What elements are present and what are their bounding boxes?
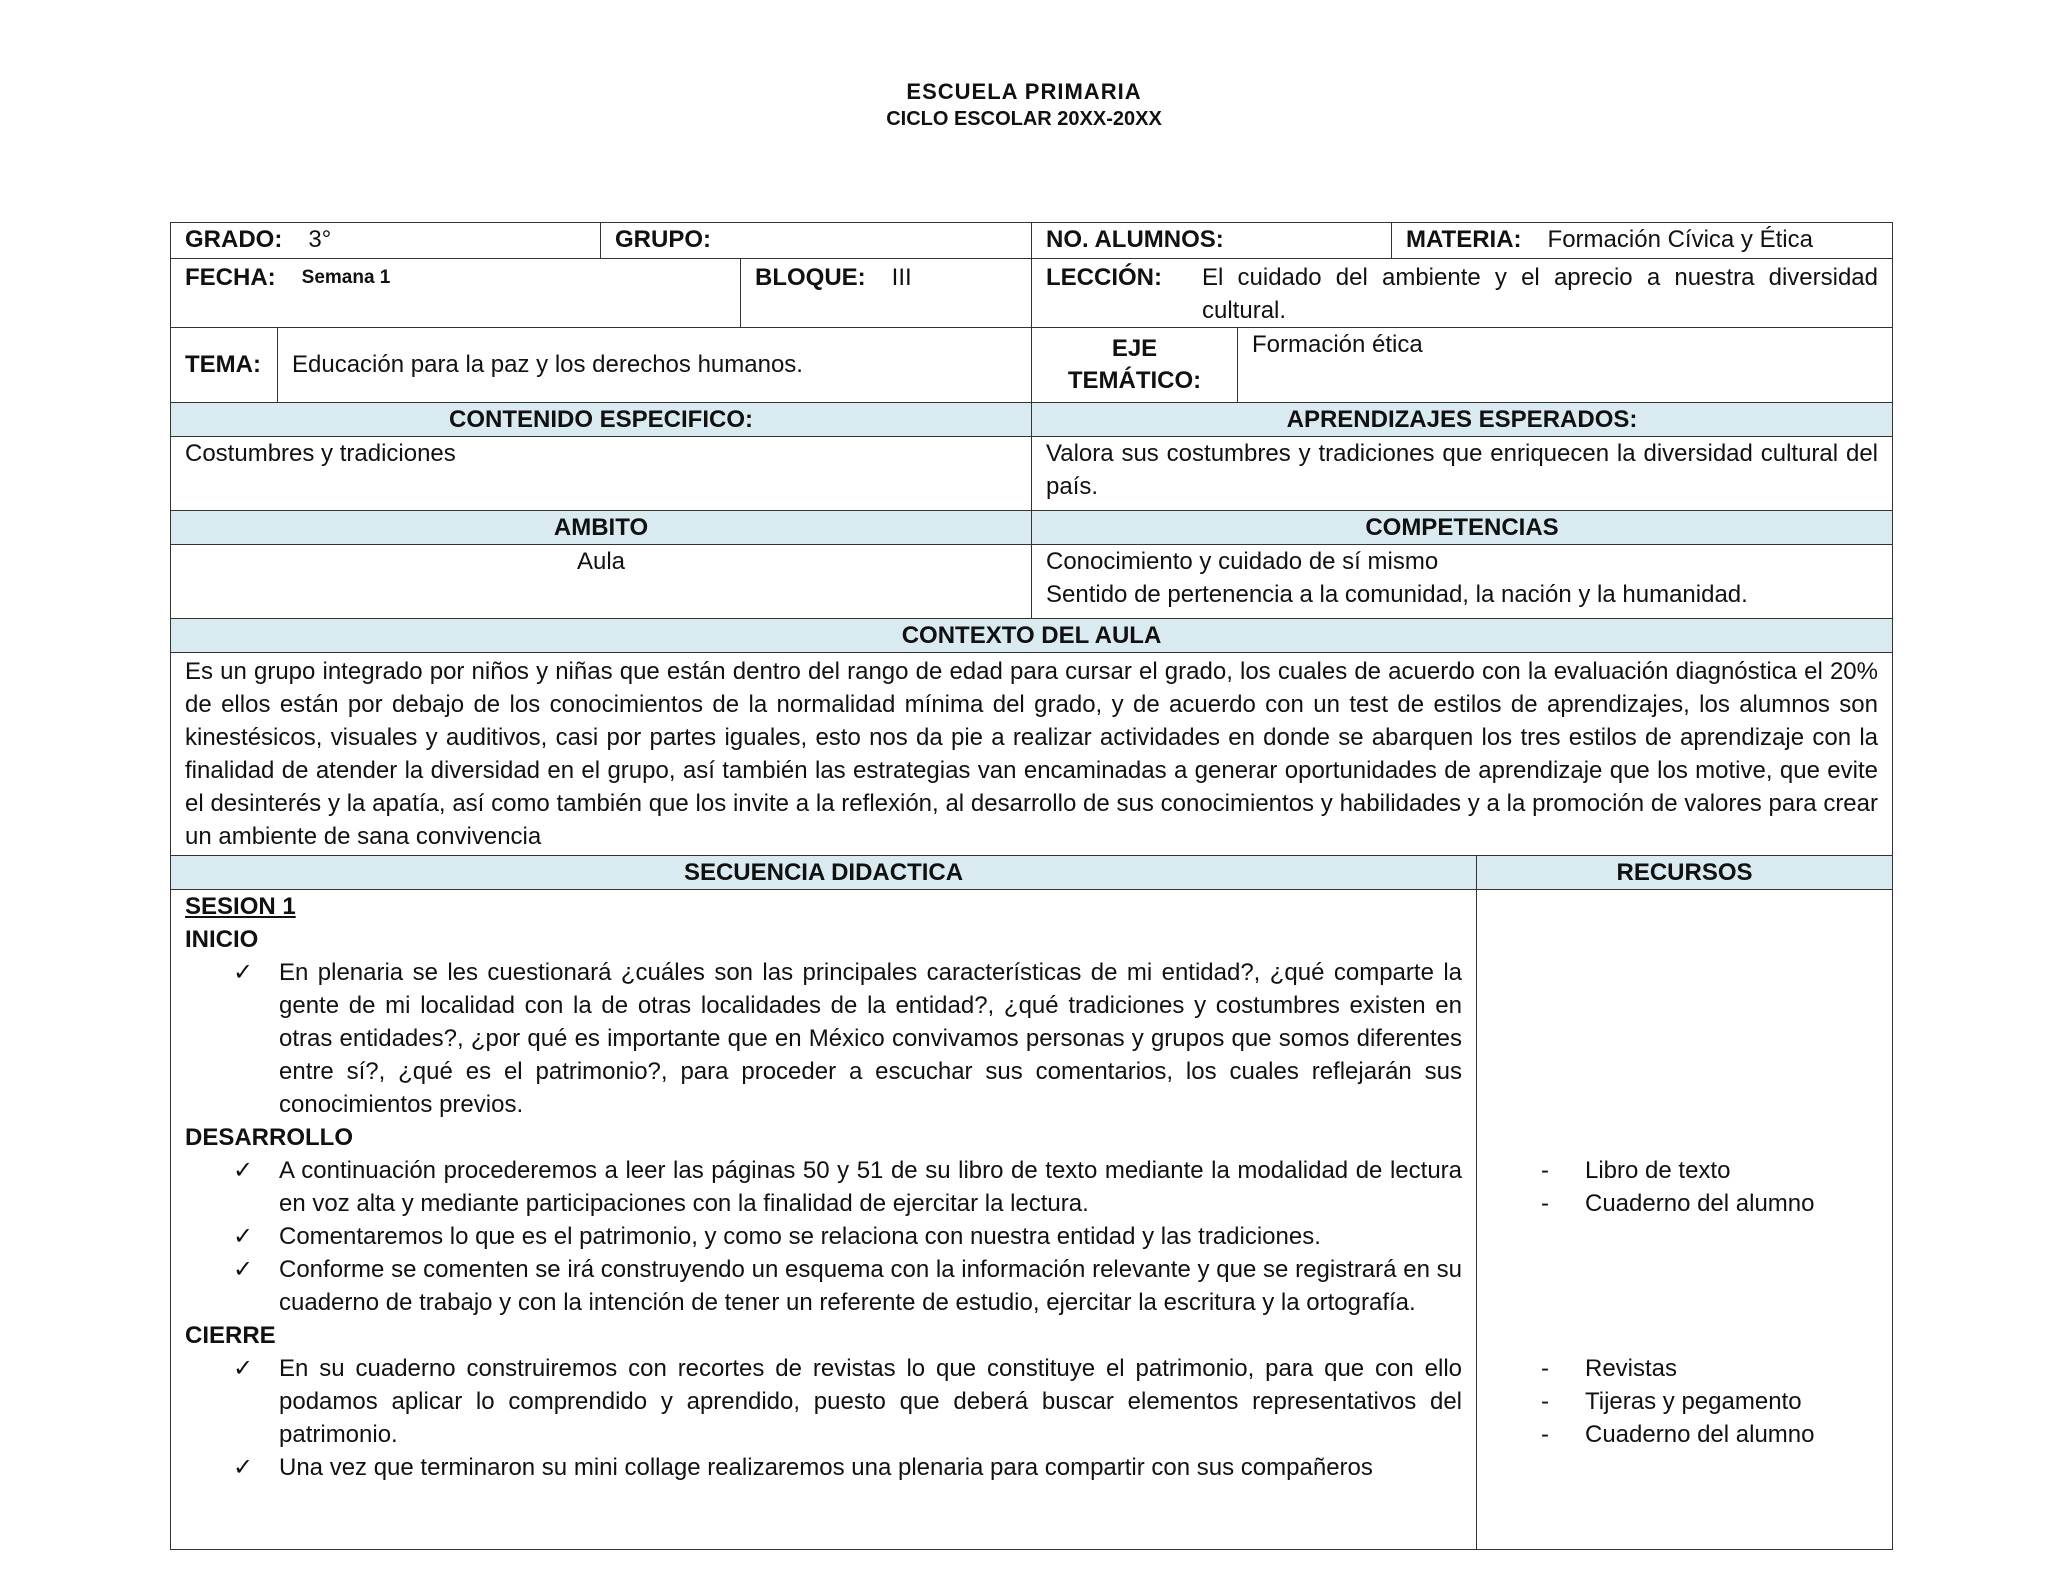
sesion-title: SESION 1 [185,892,296,920]
inicio-title: INICIO [185,925,259,953]
list-item: ✓ Una vez que terminaron su mini collage realizaremos una plenaria para compartir con sus compañeros [279,1451,1462,1484]
bloque-value: III [891,264,912,291]
list-item: - Tijeras y pegamento [1541,1387,1802,1415]
inicio-list [185,956,1462,1121]
list-item: ✓ En plenaria se les cuestionará ¿cuáles son las principales características de mi entidad?, ¿qué comparte la gente de mi localidad con la de otras localidades de la entidad?, ¿qué tradiciones y costumbres existen en otras entidades?, ¿por qué es importante que en México convivamos personas y grupos que somos diferentes entre sí?, ¿qué es el patrimonio?, para proceder a escuchar sus comentarios, los cuales reflejarán sus conocimientos previos. [279,956,1462,1121]
checkmark-icon: ✓ [233,958,254,986]
competencia-2: Sentido de pertenencia a la comunidad, la nación y la humanidad. [1046,580,1748,608]
cierre-list [185,1352,1462,1484]
cierre-title: CIERRE [185,1321,276,1349]
list-item: - Cuaderno del alumno [1541,1420,1815,1448]
aprendizajes-header: APRENDIZAJES ESPERADOS: [1032,403,1893,437]
ambito-header: AMBITO [171,511,1032,545]
contexto-header: CONTEXTO DEL AULA [171,619,1893,653]
secuencia-body [171,889,1477,1549]
list-item: ✓ Conforme se comenten se irá construyendo un esquema con la información relevante y que se registrará en su cuaderno de trabajo y con la intención de tener un referente de estudio, ejercitar la escritura y la ortografía. [279,1253,1462,1319]
contexto-text: Es un grupo integrado por niños y niñas que están dentro del rango de edad para cursar el grado, los cuales de acuerdo con la evaluación diagnóstica el 20% de ellos están por debajo de los conocimientos de la normalidad mínima del grado, y de acuerdo con un test de estilos de aprendizajes, los alumnos son kinestésicos, visuales y auditivos, casi por partes iguales, esto nos da pie a realizar actividades en donde se abarquen los tres estilos de aprendizaje con la finalidad de atender la diversidad en el grupo, así también las estrategias van encaminadas a generar oportunidades de aprendizaje que los motive, que evite el desinterés y la apatía, así como también que los invite a la reflexión, al desarrollo de sus conocimientos y habilidades y a la promoción de valores para crear un ambiente de sana convivencia [171,652,1893,855]
materia-value: Formación Cívica y Ética [1547,226,1813,253]
recursos-desarrollo-list [1477,1154,1892,1220]
materia-label: MATERIA: [1406,226,1522,253]
contenido-aprendizajes [170,403,1893,511]
checkmark-icon: ✓ [233,1354,254,1382]
list-item: ✓ A continuación procederemos a leer las páginas 50 y 51 de su libro de texto mediante la modalidad de lectura en voz alta y mediante participaciones con la finalidad de ejercitar la lectura. [279,1154,1462,1220]
bloque-label: BLOQUE: [755,264,866,291]
contenido-header: CONTENIDO ESPECIFICO: [171,403,1032,437]
eje-value: Formación ética [1238,328,1893,402]
grado-cell [171,223,601,259]
grado-label: GRADO: [185,226,283,253]
grupo-label: GRUPO: [615,226,711,253]
materia-cell [1392,223,1893,259]
list-item: ✓ En su cuaderno construiremos con recortes de revistas lo que constituye el patrimonio, para que con ello podamos aplicar lo comprendido y aprendido, puesto que deberá buscar elementos representativos del patrimonio. [279,1352,1462,1451]
eje-label: EJE TEMÁTICO: [1032,328,1238,402]
fecha-value: Semana 1 [301,267,391,288]
school-name: ESCUELA PRIMARIA [906,79,1142,104]
checkmark-icon: ✓ [233,1255,254,1283]
recursos-body [1477,889,1893,1549]
info-row-2 [170,259,1893,328]
bloque-cell [741,259,1032,328]
competencias-header: COMPETENCIAS [1032,511,1893,545]
ambito-value: Aula [171,544,1032,618]
desarrollo-list [185,1154,1462,1319]
aprendizajes-value: Valora sus costumbres y tradiciones que enriquecen la diversidad cultural del país. [1032,436,1893,510]
list-item: ✓ Comentaremos lo que es el patrimonio, y como se relaciona con nuestra entidad y las tradiciones. [279,1220,1462,1253]
checkmark-icon: ✓ [233,1156,254,1184]
document-header [0,78,2048,132]
recursos-cierre-list [1477,1352,1892,1451]
ambito-competencias [170,511,1893,619]
leccion-value: El cuidado del ambiente y el aprecio a nuestra diversidad cultural. [1202,264,1878,324]
grupo-cell [601,223,1032,259]
lesson-plan-sheet [170,222,1893,1550]
list-item: - Revistas [1541,1354,1678,1382]
checkmark-icon: ✓ [233,1453,254,1481]
competencias-cell [1032,544,1893,618]
competencia-1: Conocimiento y cuidado de sí mismo [1046,547,1439,575]
recursos-header: RECURSOS [1477,856,1893,890]
checkmark-icon: ✓ [233,1222,254,1250]
leccion-cell [1032,259,1893,328]
desarrollo-title: DESARROLLO [185,1123,353,1151]
alumnos-label: NO. ALUMNOS: [1046,226,1224,253]
secuencia-header: SECUENCIA DIDACTICA [171,856,1477,890]
tema-label: TEMA: [171,328,278,402]
alumnos-cell [1032,223,1392,259]
school-cycle: CICLO ESCOLAR 20XX-20XX [886,108,1162,130]
secuencia-recursos [170,856,1893,1550]
fecha-cell [171,259,741,328]
info-row-1 [170,222,1893,259]
contenido-value: Costumbres y tradiciones [171,436,1032,510]
contexto-aula [170,619,1893,856]
list-item: - Libro de texto [1541,1156,1731,1184]
leccion-label: LECCIÓN: [1046,264,1162,291]
fecha-label: FECHA: [185,264,276,291]
info-row-3 [170,328,1893,403]
tema-value: Educación para la paz y los derechos humanos. [278,328,1032,402]
grado-value: 3° [308,226,332,253]
list-item: - Cuaderno del alumno [1541,1189,1815,1217]
